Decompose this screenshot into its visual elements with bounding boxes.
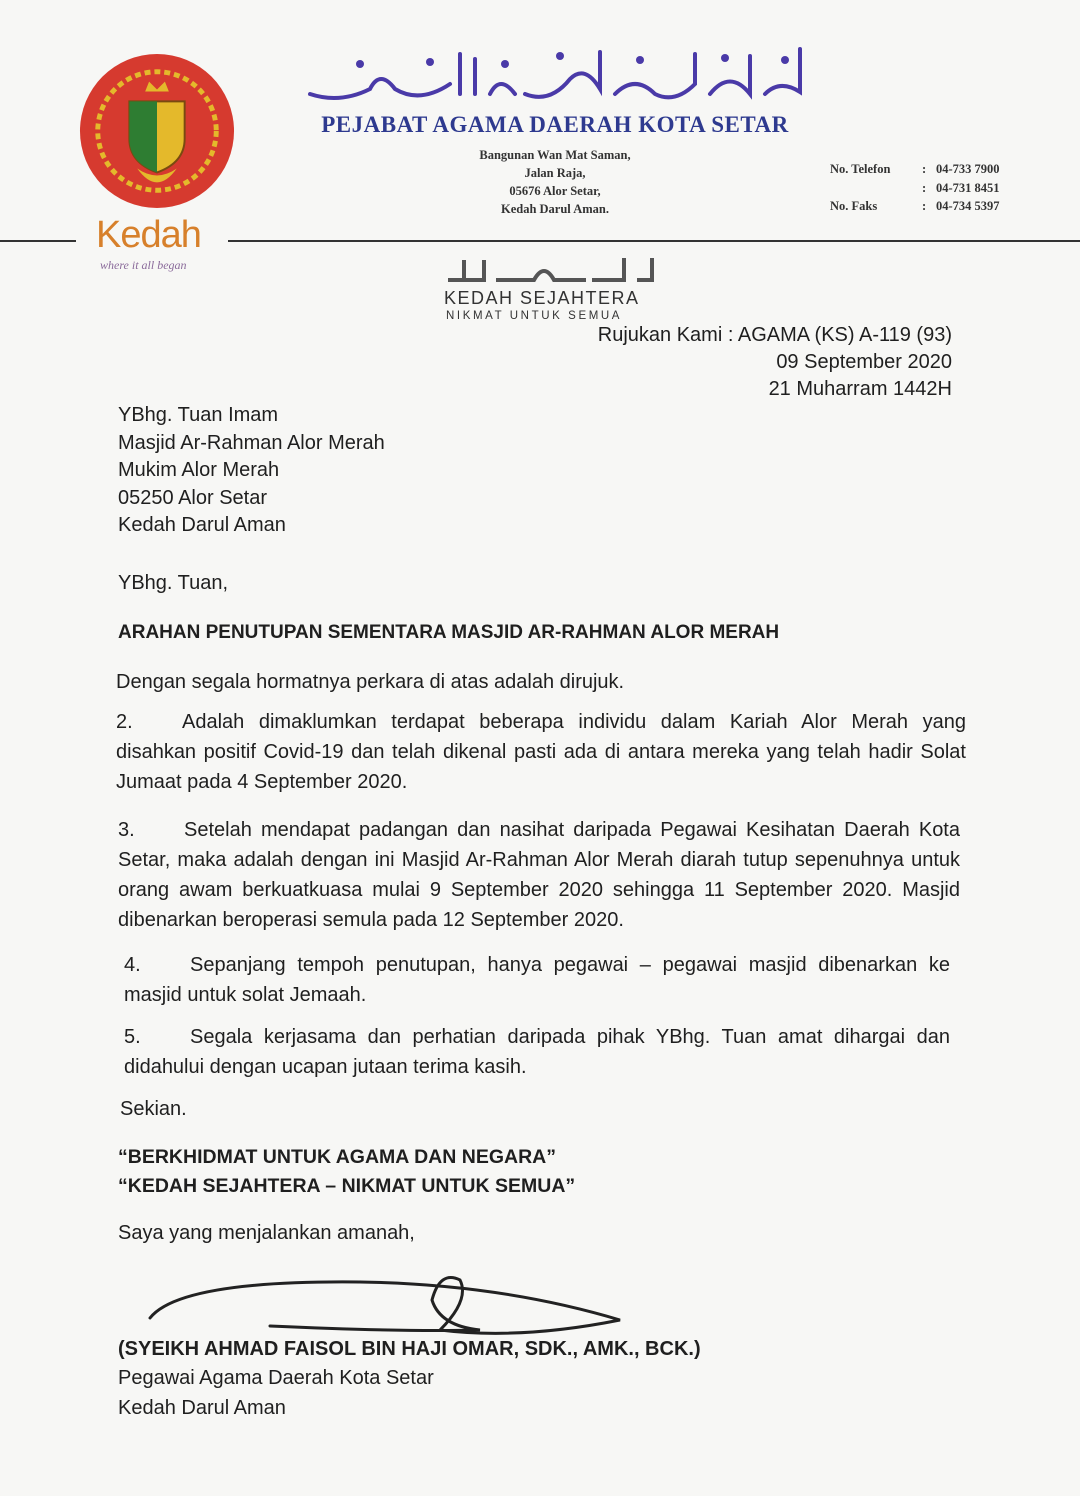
kedah-crest-logo <box>78 52 236 210</box>
contact-value: 04-731 8451 <box>936 180 1000 195</box>
contact-block <box>830 160 1000 216</box>
kedah-brand-word: Kedah <box>96 214 201 256</box>
kedah-sejahtera-jawi-logo <box>444 252 658 288</box>
office-name: PEJABAT AGAMA DAERAH KOTA SETAR <box>321 112 789 137</box>
paragraph-number: 3. <box>118 819 135 841</box>
paragraph-text: Adalah dimaklumkan terdapat beberapa individu dalam Kariah Alor Merah yang disahkan positif Covid-19 dan telah dikenal pasti ada di antara mereka yang telah hadir Solat Jumaat pada 4 September 2020. <box>116 711 966 793</box>
paragraph-text: Sepanjang tempoh penutupan, hanya pegawai – pegawai masjid dibenarkan ke masjid untuk solat Jemaah. <box>124 954 950 1006</box>
recipient-line: YBhg. Tuan Imam <box>118 404 279 426</box>
contact-separator: : <box>922 199 927 213</box>
motto-line: “BERKHIDMAT UNTUK AGAMA DAN NEGARA” <box>118 1146 556 1168</box>
paragraph-text: Setelah mendapat padangan dan nasihat daripada Pegawai Kesihatan Daerah Kota Setar, maka adalah dengan ini Masjid Ar-Rahman Alor Merah diarah tutup sepenuhnya untuk orang awam berkuatkuasa mulai 9 September 2020 sehingga 11 September 2020. Masjid dibenarkan beroperasi semula pada 12 September 2020. <box>118 819 960 931</box>
paragraph-1: Dengan segala hormatnya perkara di atas adalah dirujuk. <box>116 671 625 693</box>
address-line: Bangunan Wan Mat Saman, <box>479 148 631 162</box>
signatory-title: Pegawai Agama Daerah Kota Setar <box>118 1367 434 1389</box>
letter-date: 09 September 2020 <box>776 351 952 373</box>
contact-separator: : <box>922 180 927 195</box>
paragraph-5 <box>124 1022 950 1082</box>
paragraph-number: 4. <box>124 954 141 976</box>
hijri-date: 21 Muharram 1442H <box>768 378 952 400</box>
contact-label <box>830 179 922 198</box>
recipient-line: Mukim Alor Merah <box>118 459 280 481</box>
letter-subject: ARAHAN PENUTUPAN SEMENTARA MASJID AR-RAHMAN ALOR MERAH <box>118 622 780 643</box>
paragraph-number: 2. <box>116 711 133 733</box>
recipient-line: 05250 Alor Setar <box>118 486 267 509</box>
signatory-location: Kedah Darul Aman <box>118 1397 286 1419</box>
paragraph-text: Segala kerjasama dan perhatian daripada pihak YBhg. Tuan amat dihargai dan didahului dengan ucapan jutaan terima kasih. <box>124 1026 950 1078</box>
contact-label: No. Faks <box>830 199 878 213</box>
motto-block <box>118 1143 575 1201</box>
paragraph-3 <box>118 815 960 935</box>
paragraph-4 <box>124 950 950 1010</box>
reference-block <box>598 322 952 403</box>
contact-label: No. Telefon <box>830 162 891 176</box>
kedah-sejahtera-subtitle: NIKMAT UNTUK SEMUA <box>446 310 623 322</box>
address-line: 05676 Alor Setar, <box>509 184 601 198</box>
address-line: Kedah Darul Aman. <box>500 202 609 216</box>
contact-separator: : <box>922 162 927 176</box>
header-rule-left <box>0 240 76 242</box>
paragraph-number: 5. <box>124 1026 141 1048</box>
contact-value: 04-734 5397 <box>936 199 1000 213</box>
signatory-name: (SYEIKH AHMAD FAISOL BIN HAJI OMAR, SDK., AMK., BCK.) <box>118 1338 701 1360</box>
kedah-brand-tagline: where it all began <box>100 258 187 272</box>
trust-line: Saya yang menjalankan amanah, <box>118 1222 415 1244</box>
kedah-sejahtera-title: KEDAH SEJAHTERA <box>444 288 640 308</box>
recipient-line: Masjid Ar-Rahman Alor Merah <box>118 431 385 454</box>
office-address <box>440 146 670 218</box>
recipient-address <box>118 402 385 540</box>
contact-value: 04-733 7900 <box>936 162 1000 176</box>
reference-number: Rujukan Kami : AGAMA (KS) A-119 (93) <box>597 324 952 346</box>
salutation: YBhg. Tuan, <box>118 572 229 594</box>
motto-line: “KEDAH SEJAHTERA – NIKMAT UNTUK SEMUA” <box>118 1175 576 1197</box>
closing: Sekian. <box>120 1098 187 1120</box>
jawi-calligraphy-title <box>300 34 810 114</box>
recipient-line: Kedah Darul Aman <box>118 514 286 536</box>
address-line: Jalan Raja, <box>524 166 586 180</box>
header-rule-right <box>228 240 1080 242</box>
paragraph-2 <box>116 707 966 797</box>
handwritten-signature <box>140 1260 640 1350</box>
